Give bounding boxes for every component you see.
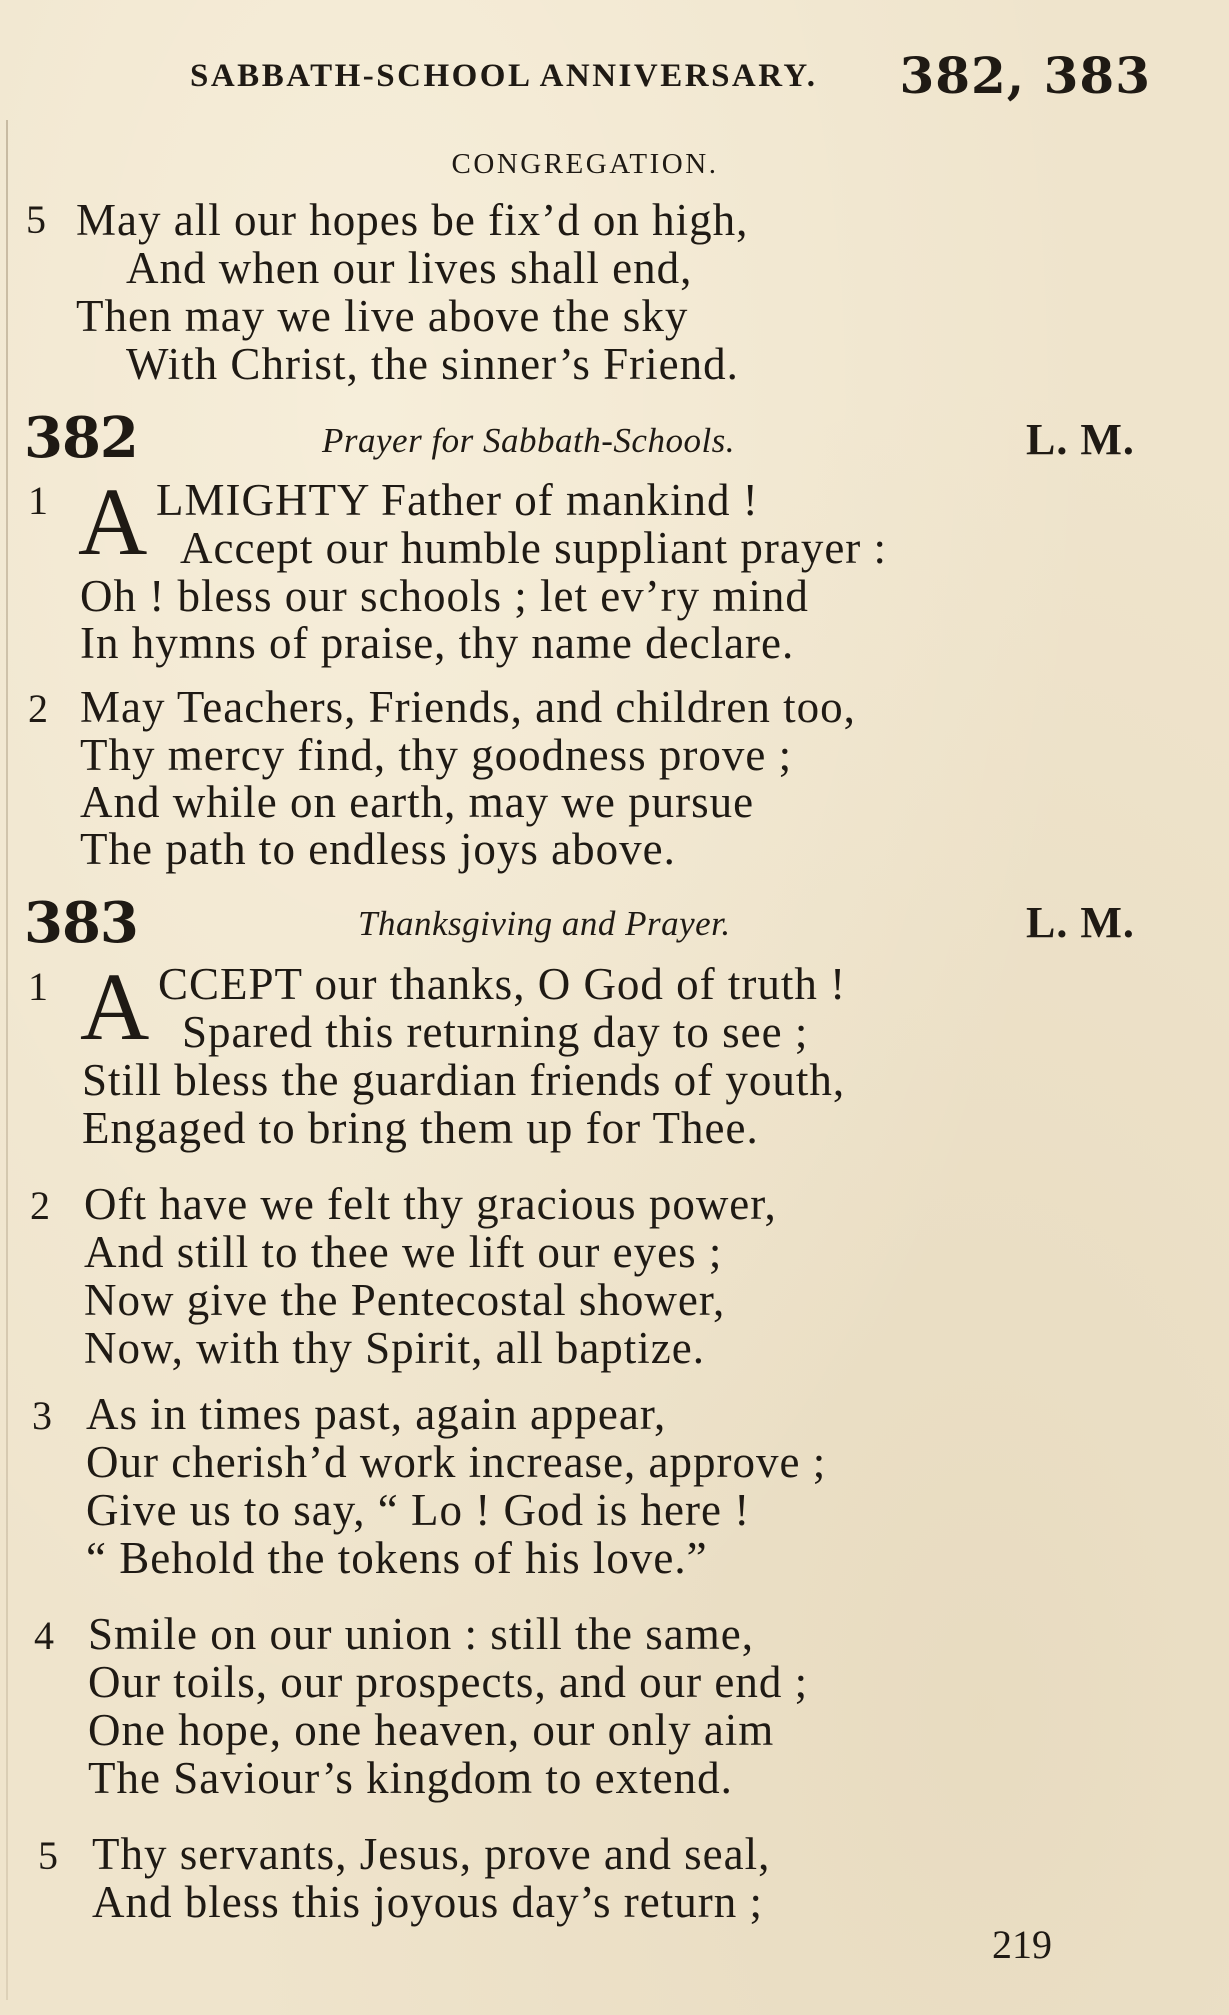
drop-cap: A <box>80 953 150 1060</box>
verse-line: Give us to say, “ Lo ! God is here ! <box>86 1485 751 1535</box>
verse-line: The path to endless joys above. <box>80 824 676 874</box>
verse-line: Oft have we felt thy gracious power, <box>84 1179 777 1229</box>
running-header <box>0 46 1229 112</box>
verse-line: As in times past, again appear, <box>86 1389 667 1439</box>
page-number: 219 <box>992 1922 1052 1967</box>
verse-line: With Christ, the sinner’s Friend. <box>126 339 739 389</box>
verse-line: “ Behold the tokens of his love.” <box>86 1533 708 1583</box>
verse-line: The Saviour’s kingdom to extend. <box>88 1753 733 1803</box>
verse-line: Our cherish’d work increase, approve ; <box>86 1437 827 1487</box>
verse-line: Then may we live above the sky <box>76 291 689 341</box>
header-hymn-numbers: 382, 383 <box>899 46 1151 105</box>
verse-line: Thy mercy find, thy goodness prove ; <box>80 730 793 780</box>
verse-line: Smile on our union : still the same, <box>88 1609 754 1659</box>
hymn-meter: L. M. <box>1026 415 1135 464</box>
verse-line: Thy servants, Jesus, prove and seal, <box>92 1829 771 1879</box>
verse-line: Still bless the guardian friends of youth, <box>82 1055 846 1105</box>
verse-line: Accept our humble suppliant prayer : <box>180 523 888 573</box>
verse-number: 3 <box>32 1393 52 1438</box>
verse-line: Now, with thy Spirit, all baptize. <box>84 1323 705 1373</box>
verse-line: Spared this returning day to see ; <box>182 1007 809 1057</box>
verse-line: Oh ! bless our schools ; let ev’ry mind <box>80 571 809 621</box>
verse-line: In hymns of praise, thy name declare. <box>80 618 795 668</box>
verse-line: LMIGHTY Father of mankind ! <box>156 475 759 525</box>
drop-cap: A <box>78 468 148 575</box>
hymn-title: Thanksgiving and Prayer. <box>358 904 731 943</box>
verse-number: 2 <box>28 686 48 731</box>
verse-line: May all our hopes be fix’d on high, <box>76 195 749 245</box>
section-label: CONGREGATION. <box>451 148 719 180</box>
verse-number: 1 <box>28 478 48 523</box>
hymn-number: 383 <box>24 890 138 956</box>
verse-line: And bless this joyous day’s return ; <box>92 1877 763 1927</box>
running-title: SABBATH-SCHOOL ANNIVERSARY. <box>190 58 818 94</box>
hymn-meter: L. M. <box>1026 898 1135 947</box>
verse-line: And still to thee we lift our eyes ; <box>84 1227 723 1277</box>
hymn-number: 382 <box>24 405 138 471</box>
verse-line: And while on earth, may we pursue <box>80 777 755 827</box>
verse-line: Our toils, our prospects, and our end ; <box>88 1657 809 1707</box>
page-edge <box>6 120 8 2000</box>
verse-number: 5 <box>26 197 46 242</box>
verse-line: Engaged to bring them up for Thee. <box>82 1103 759 1153</box>
verse-line: May Teachers, Friends, and children too, <box>80 682 856 732</box>
verse-line: And when our lives shall end, <box>126 243 693 293</box>
verse-line: Now give the Pentecostal shower, <box>84 1275 726 1325</box>
verse-line: CCEPT our thanks, O God of truth ! <box>158 959 847 1009</box>
verse-number: 1 <box>28 964 48 1009</box>
hymn-title: Prayer for Sabbath-Schools. <box>322 421 736 460</box>
verse-number: 4 <box>34 1613 54 1658</box>
verse-line: One hope, one heaven, our only aim <box>88 1705 775 1755</box>
verse-number: 5 <box>38 1833 58 1878</box>
verse-number: 2 <box>30 1183 50 1228</box>
